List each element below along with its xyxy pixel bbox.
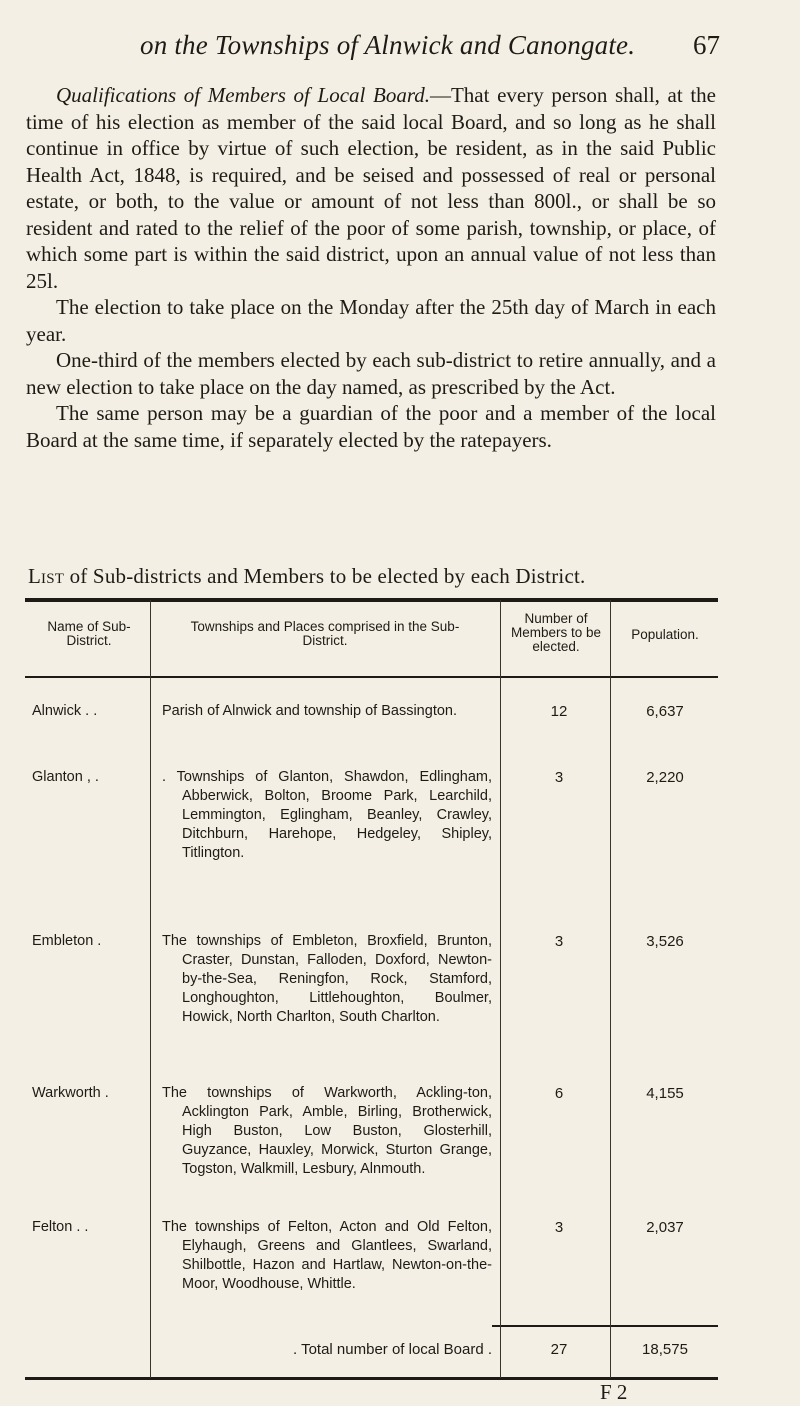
sub-district-name: Glanton , . [32, 769, 99, 785]
population-value: 4,155 [646, 1085, 684, 1102]
election-date-paragraph: The election to take place on the Monday after the 25th day of March in each year. [26, 295, 716, 346]
members-count: 12 [550, 703, 568, 720]
total-members: 27 [550, 1341, 568, 1358]
column-divider-2 [500, 600, 501, 1378]
column-divider-1 [150, 600, 151, 1378]
signature-mark: F 2 [600, 1380, 628, 1404]
table-heading-rest: of Sub-districts and Members to be elected by each District. [69, 564, 586, 588]
sub-district-name: Alnwick . . [32, 703, 98, 719]
page-number: 67 [693, 30, 720, 60]
population-value: 2,037 [646, 1219, 684, 1236]
sub-district-name: Felton . . [32, 1219, 89, 1235]
townships-list [162, 932, 492, 1027]
qualifications-heading: Qualifications of Members of Local Board. [56, 83, 430, 107]
column-divider-3 [610, 600, 611, 1378]
townships-list [162, 1218, 492, 1294]
column-header-population: Population. [631, 627, 699, 642]
qualifications-paragraph [26, 82, 716, 294]
sub-district-name: Embleton . [32, 933, 102, 949]
table-heading-first-word: List [28, 564, 65, 588]
running-head-title: on the Townships of Alnwick and Canongate. [140, 30, 636, 60]
running-head [0, 30, 800, 64]
table-heading [28, 564, 728, 589]
townships-list [162, 702, 492, 721]
townships-text: The townships of Warkworth, Ackling-ton, Acklington Park, Amble, Birling, Brotherwick, High Buston, Low Buston, Glosterhill, Guyzance, Hauxley, Morwick, Sturton Grange, Togston, Walkmill, Lesbury, Alnmouth. [162, 1085, 492, 1177]
table-top-rule [25, 598, 718, 602]
members-count: 3 [554, 933, 564, 950]
body-text [26, 82, 716, 453]
column-header-sub-district: Name of Sub-District. [47, 619, 131, 648]
guardian-paragraph: The same person may be a guardian of the poor and a member of the local Board at the same time, if separately elected by the ratepayers. [26, 401, 716, 452]
table-header-rule [25, 676, 718, 678]
members-count: 3 [554, 1219, 564, 1236]
townships-list [162, 1084, 492, 1179]
members-count: 6 [554, 1085, 564, 1102]
population-value: 6,637 [646, 703, 684, 720]
townships-text: Parish of Alnwick and township of Bassington. [162, 703, 457, 719]
column-header-members: Number of Members to be elected. [510, 611, 602, 654]
population-value: 3,526 [646, 933, 684, 950]
townships-list [162, 768, 492, 863]
townships-text: . Townships of Glanton, Shawdon, Edlingham, Abberwick, Bolton, Broome Park, Learchild, Lemmington, Eglingham, Beanley, Crawley, Ditchburn, Harehope, Hedgeley, Shipley, Titlington. [162, 769, 492, 861]
townships-text: The townships of Embleton, Broxfield, Brunton, Craster, Dunstan, Falloden, Doxford, Newton-by-the-Sea, Reningfon, Rock, Stamford, Longhoughton, Littlehoughton, Boulmer, Howick, North Charlton, South Charlton. [162, 933, 492, 1025]
column-header-townships: Townships and Places comprised in the Sub-District. [190, 619, 460, 648]
townships-text: The townships of Felton, Acton and Old Felton, Elyhaugh, Greens and Glantlees, Swarland, Shilbottle, Hazon and Hartlaw, Newton-on-the-Moor, Woodhouse, Whittle. [162, 1219, 492, 1292]
total-label: . Total number of local Board . [293, 1341, 492, 1358]
total-rule [492, 1325, 718, 1327]
total-population: 18,575 [642, 1341, 688, 1358]
members-count: 3 [554, 769, 564, 786]
retirement-paragraph: One-third of the members elected by each sub-district to retire annually, and a new election to take place on the day named, as prescribed by the Act. [26, 348, 716, 399]
population-value: 2,220 [646, 769, 684, 786]
qualifications-text: —That every person shall, at the time of his election as member of the said local Board, and so long as he shall continue in office by virtue of such election, be resident, as in the said Public Health Act, 1848, is required, and be seised and possessed of real or personal estate, or both, to the value or amount of not less than 800l., or shall be so resident and rated to the relief of the poor of some parish, township, or place, of which some part is within the said district, upon an annual value of not less than 25l. [26, 83, 716, 293]
sub-district-name: Warkworth . [32, 1085, 109, 1101]
